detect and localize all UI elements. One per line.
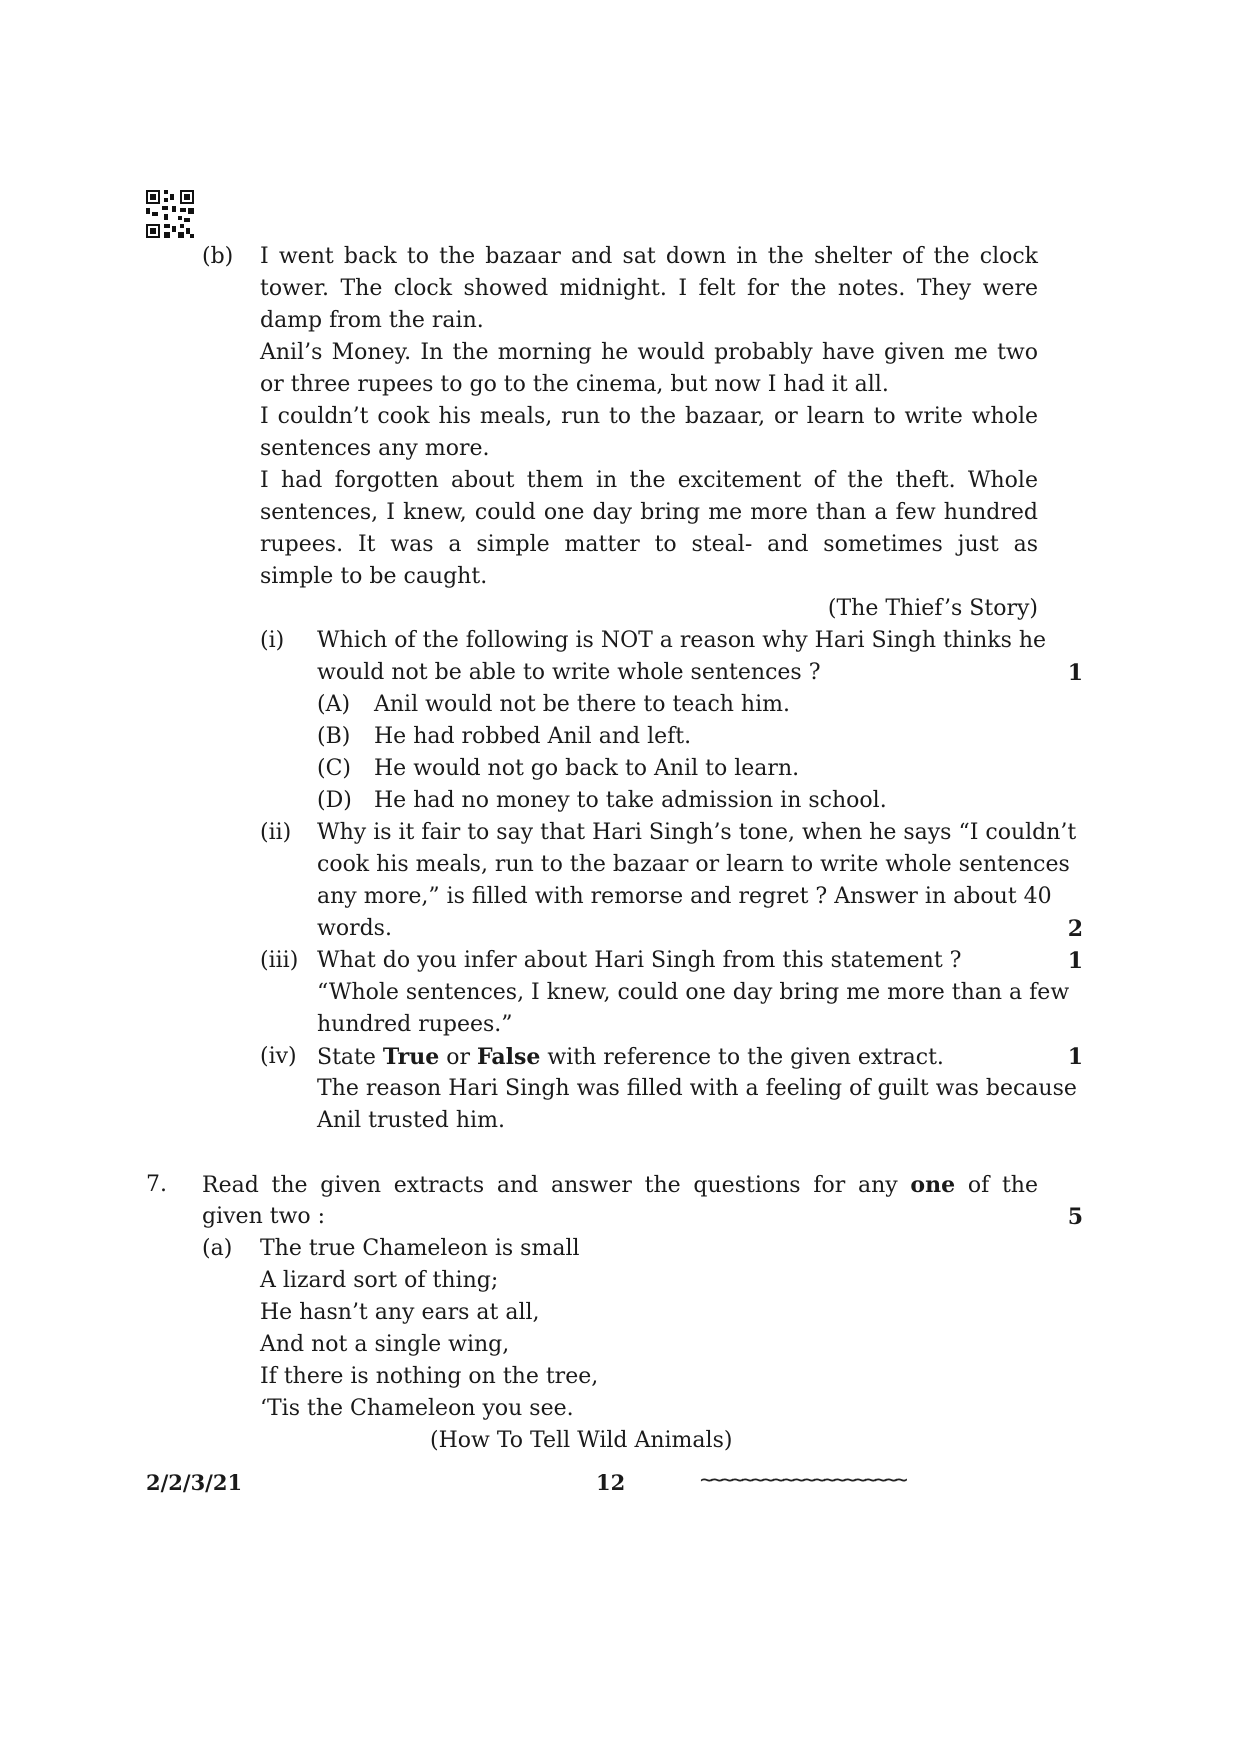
q4-post: with reference to the given extract.: [540, 1045, 944, 1070]
passage-line: or three rupees to go to the cinema, but now I had it all.: [260, 372, 889, 397]
question-number: (ii): [260, 820, 292, 845]
option-text: Anil would not be there to teach him.: [374, 692, 790, 717]
question-text: “Whole sentences, I knew, could one day bring me more than a few: [317, 980, 1070, 1005]
question-7-number: 7.: [146, 1172, 167, 1197]
qr-code-icon: [146, 190, 194, 238]
poem-line: And not a single wing,: [260, 1332, 510, 1357]
passage-line: tower. The clock showed midnight. I felt for the notes. They were: [260, 276, 1038, 301]
q7-pre: Read the given extracts and answer the questions for any: [202, 1173, 911, 1198]
passage-line: I had forgotten about them in the excitement of the theft. Whole: [260, 468, 1038, 493]
poem-line: ‘Tis the Chameleon you see.: [260, 1396, 574, 1421]
poem-line: The true Chameleon is small: [260, 1236, 580, 1261]
option-label: (D): [317, 788, 352, 813]
q4-false-word: False: [477, 1044, 541, 1070]
question-text: [317, 1041, 944, 1074]
question-marks: 1: [1067, 948, 1083, 974]
passage-line: damp from the rain.: [260, 308, 484, 333]
passage-line: rupees. It was a simple matter to steal- and sometimes just as: [260, 532, 1038, 557]
option-text: He had robbed Anil and left.: [374, 724, 692, 749]
option-label: (A): [317, 692, 351, 717]
q4-mid: or: [439, 1045, 477, 1070]
section-b-label: (b): [202, 244, 234, 269]
question-number: (i): [260, 628, 285, 653]
question-text: cook his meals, run to the bazaar or learn to write whole sentences: [317, 852, 1070, 877]
question-number: (iii): [260, 948, 299, 973]
wavy-line-decoration: ~~~~~~~~~~~~~~~~~~~~: [700, 1468, 905, 1493]
passage-line: I went back to the bazaar and sat down in the shelter of the clock: [260, 244, 1038, 269]
option-text: He had no money to take admission in school.: [374, 788, 887, 813]
question-text: words.: [317, 916, 392, 941]
question-text: hundred rupees.”: [317, 1012, 513, 1037]
q4-true-word: True: [382, 1044, 440, 1070]
q4-pre: State: [317, 1045, 383, 1070]
option-label: (B): [317, 724, 351, 749]
poem-line: He hasn’t any ears at all,: [260, 1300, 540, 1325]
option-label: (C): [317, 756, 351, 781]
poem-line: If there is nothing on the tree,: [260, 1364, 599, 1389]
question-text: would not be able to write whole sentences ?: [317, 660, 821, 685]
part-a-label: (a): [202, 1236, 233, 1261]
question-number: (iv): [260, 1044, 297, 1069]
question-7-line: [202, 1169, 1038, 1202]
question-text: Which of the following is NOT a reason why Hari Singh thinks he: [317, 628, 1047, 653]
passage-line: simple to be caught.: [260, 564, 488, 589]
question-7-line: given two :: [202, 1204, 326, 1229]
poem-line: A lizard sort of thing;: [260, 1268, 499, 1293]
question-marks: 5: [1067, 1204, 1083, 1230]
question-text: Why is it fair to say that Hari Singh’s tone, when he says “I couldn’t: [317, 820, 1077, 845]
option-text: He would not go back to Anil to learn.: [374, 756, 800, 781]
question-text: What do you infer about Hari Singh from this statement ?: [317, 948, 962, 973]
passage-line: sentences any more.: [260, 436, 490, 461]
question-marks: 2: [1067, 916, 1083, 942]
q7-post: of the: [955, 1173, 1038, 1198]
passage-source: (The Thief’s Story): [827, 596, 1038, 621]
paper-code: 2/2/3/21: [146, 1470, 243, 1495]
passage-line: I couldn’t cook his meals, run to the bazaar, or learn to write whole: [260, 404, 1038, 429]
question-marks: 1: [1067, 660, 1083, 686]
q7-bold: one: [910, 1172, 956, 1198]
passage-line: sentences, I knew, could one day bring me more than a few hundred: [260, 500, 1038, 525]
question-text: Anil trusted him.: [317, 1108, 505, 1133]
question-text: any more,” is filled with remorse and regret ? Answer in about 40: [317, 884, 1052, 909]
question-marks: 1: [1067, 1044, 1083, 1070]
poem-source: (How To Tell Wild Animals): [430, 1428, 733, 1453]
page-number: 12: [596, 1470, 626, 1495]
passage-line: Anil’s Money. In the morning he would probably have given me two: [260, 340, 1038, 365]
question-text: The reason Hari Singh was filled with a feeling of guilt was because: [317, 1076, 1077, 1101]
